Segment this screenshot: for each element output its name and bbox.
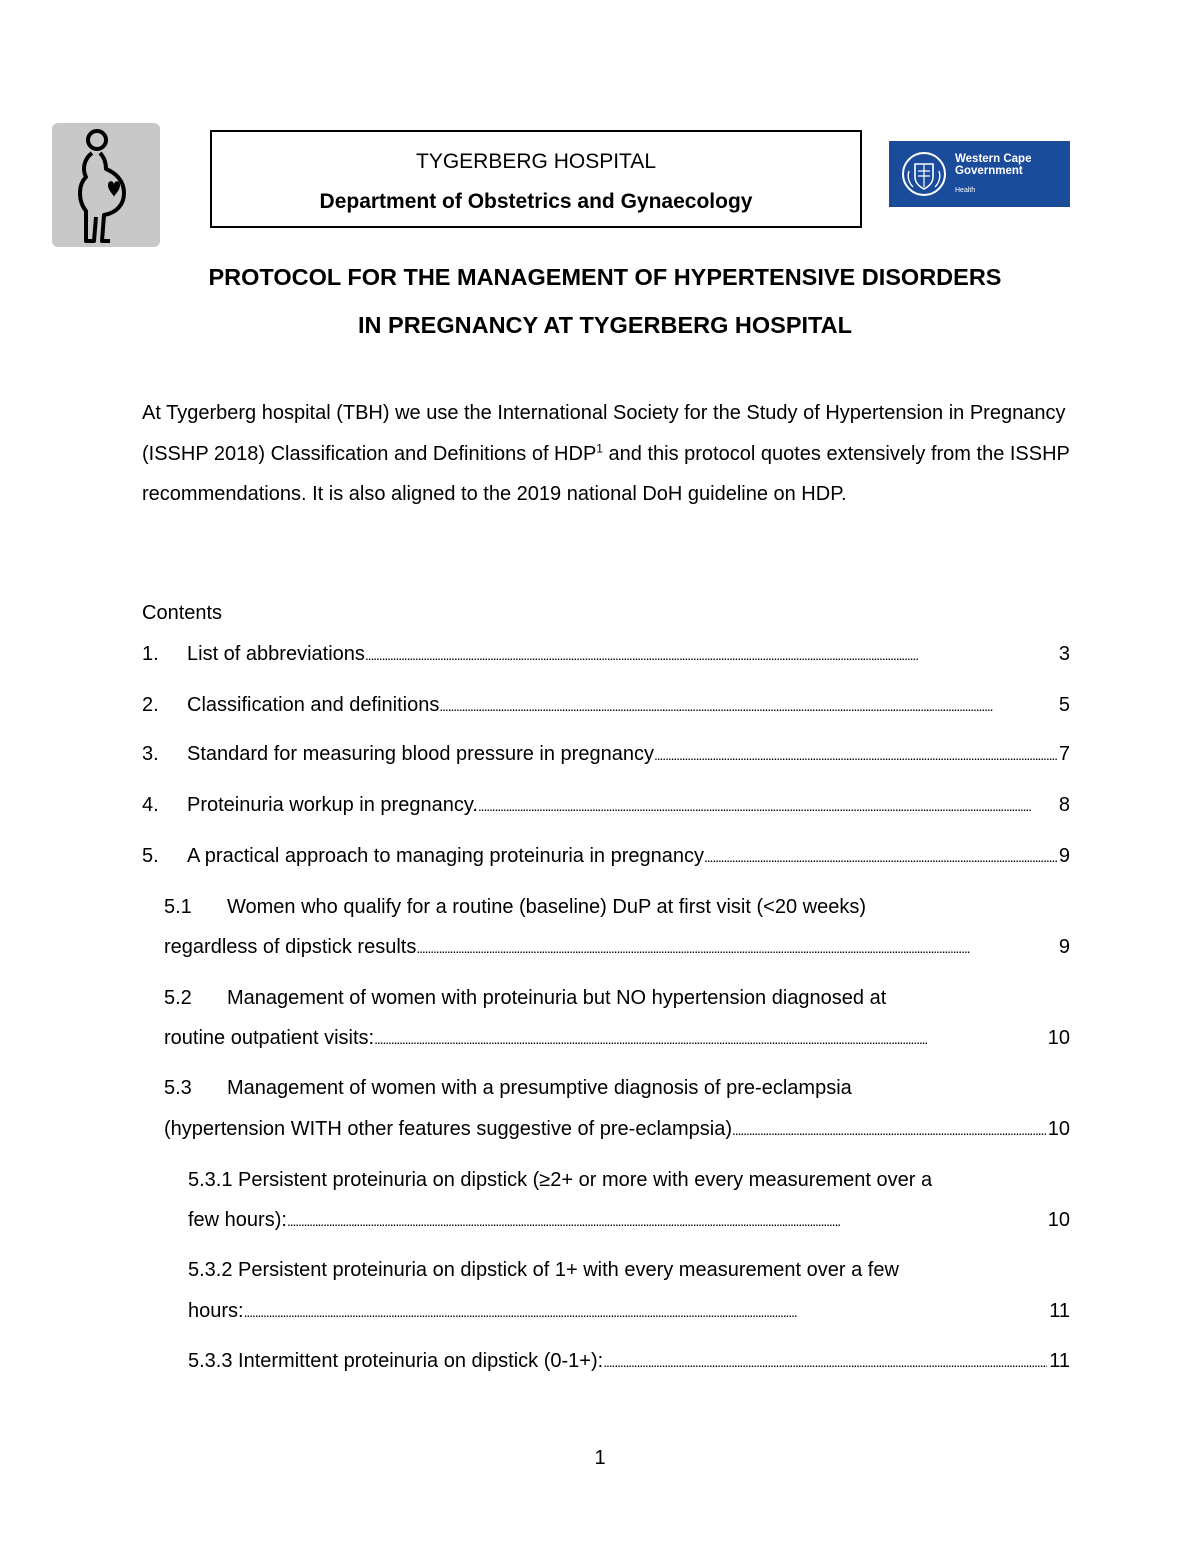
toc-entry-title: Proteinuria workup in pregnancy. [187, 794, 478, 816]
toc-entry-page: 3 [1058, 643, 1070, 665]
toc-entry[interactable] [142, 692, 1070, 718]
toc-entry-title: Standard for measuring blood pressure in pregnancy [187, 743, 654, 765]
toc-entry-title-continuation: few hours): [188, 1209, 287, 1231]
toc-entry-title: Management of women with proteinuria but NO hypertension diagnosed at [227, 987, 887, 1009]
toc-entry-title: 5.3.2 Persistent proteinuria on dipstick of 1+ with every measurement over a few [188, 1259, 899, 1281]
toc-entry-number: 5. [142, 845, 159, 867]
toc-entry-page: 8 [1058, 794, 1070, 816]
toc-entry-page: 10 [1047, 1027, 1070, 1049]
toc-subsubentry-first-line[interactable] [188, 1167, 932, 1193]
toc-entry-number: 1. [142, 643, 159, 665]
toc-entry-page: 10 [1047, 1209, 1070, 1231]
toc-entry[interactable] [142, 843, 1070, 869]
toc-dot-leader [732, 1116, 1046, 1143]
toc-entry-continuation[interactable] [164, 934, 1070, 960]
toc-entry-page: 5 [1058, 694, 1070, 716]
toc-subentry-first-line[interactable] [164, 1075, 852, 1101]
toc-dot-leader [416, 934, 1057, 961]
toc-entry-title: Management of women with a presumptive diagnosis of pre-eclampsia [227, 1077, 852, 1099]
toc-entry-title: A practical approach to managing proteinuria in pregnancy [187, 845, 704, 867]
toc-entry-title: 5.3.1 Persistent proteinuria on dipstick (≥2+ or more with every measurement over a [188, 1169, 933, 1191]
toc-dot-leader [374, 1025, 1046, 1052]
toc-entry-page: 7 [1058, 743, 1070, 765]
toc-dot-leader [287, 1207, 1046, 1234]
toc-dot-leader [704, 843, 1057, 870]
government-department: Health [955, 187, 976, 194]
document-title-line-2: IN PREGNANCY AT TYGERBERG HOSPITAL [358, 312, 852, 338]
toc-entry-number: 2. [142, 694, 159, 716]
toc-entry[interactable] [142, 741, 1070, 767]
western-cape-government-logo [889, 141, 1070, 207]
toc-entry[interactable] [142, 792, 1070, 818]
toc-entry-title-continuation: (hypertension WITH other features suggestive of pre-eclampsia) [164, 1118, 733, 1140]
header-box [210, 130, 862, 228]
toc-entry-number: 5.1 [164, 896, 192, 918]
toc-subentry-first-line[interactable] [164, 985, 886, 1011]
toc-entry-title: Classification and definitions [187, 694, 440, 716]
government-name: Western Cape Government [955, 153, 1032, 177]
pregnancy-logo [52, 123, 160, 247]
intro-text-part-1: At Tygerberg hospital (TBH) we use the International Society for the Study of Hypertension in Pregnancy (ISSHP 2018) Classification and Definitions of HDP [142, 402, 1066, 465]
toc-entry-title-continuation: routine outpatient visits: [164, 1027, 375, 1049]
toc-entry-number: 5.3 [164, 1077, 192, 1099]
toc-entry-number: 3. [142, 743, 159, 765]
toc-subentry-first-line[interactable] [164, 894, 866, 920]
department-name: Department of Obstetrics and Gynaecology [319, 190, 753, 213]
page-number: 1 [594, 1447, 606, 1469]
document-title-line-1: PROTOCOL FOR THE MANAGEMENT OF HYPERTENSIVE DISORDERS [208, 264, 1002, 290]
provincial-crest-icon [901, 151, 947, 197]
toc-entry-page: 9 [1058, 936, 1070, 958]
hospital-name: TYGERBERG HOSPITAL [416, 150, 656, 173]
toc-dot-leader [603, 1348, 1047, 1375]
toc-dot-leader [365, 641, 1057, 668]
toc-entry-continuation[interactable] [188, 1298, 1070, 1324]
toc-entry-title: List of abbreviations [187, 643, 365, 665]
toc-entry-page: 11 [1049, 1300, 1070, 1322]
toc-entry-title: 5.3.3 Intermittent proteinuria on dipstick (0-1+): [188, 1350, 604, 1372]
toc-entry-title-continuation: hours: [188, 1300, 244, 1322]
contents-heading: Contents [142, 602, 223, 624]
intro-paragraph [142, 393, 1070, 515]
toc-dot-leader [439, 692, 1057, 719]
toc-entry-continuation[interactable] [164, 1025, 1070, 1051]
toc-entry-number: 4. [142, 794, 159, 816]
pregnant-woman-icon [52, 123, 160, 247]
toc-dot-leader [244, 1298, 1048, 1325]
toc-entry[interactable] [142, 641, 1070, 667]
toc-dot-leader [654, 741, 1057, 768]
footnote-reference: 1 [596, 440, 603, 455]
toc-entry-continuation[interactable] [164, 1116, 1070, 1142]
toc-subsubentry-first-line[interactable] [188, 1257, 899, 1283]
toc-entry-number: 5.2 [164, 987, 192, 1009]
toc-entry-page: 9 [1058, 845, 1070, 867]
toc-entry-page: 10 [1047, 1118, 1070, 1140]
intro-text-part-2: and this protocol quotes extensively from the ISSHP recommendations. It is also aligned to the 2019 national DoH guideline on HDP. [142, 442, 1070, 506]
toc-entry-title: Women who qualify for a routine (baseline) DuP at first visit (<20 weeks) [227, 896, 866, 918]
toc-entry-continuation[interactable] [188, 1207, 1070, 1233]
toc-entry-title-continuation: regardless of dipstick results [164, 936, 417, 958]
toc-entry[interactable] [188, 1348, 1070, 1374]
toc-entry-page: 11 [1049, 1350, 1070, 1372]
toc-dot-leader [478, 792, 1057, 819]
